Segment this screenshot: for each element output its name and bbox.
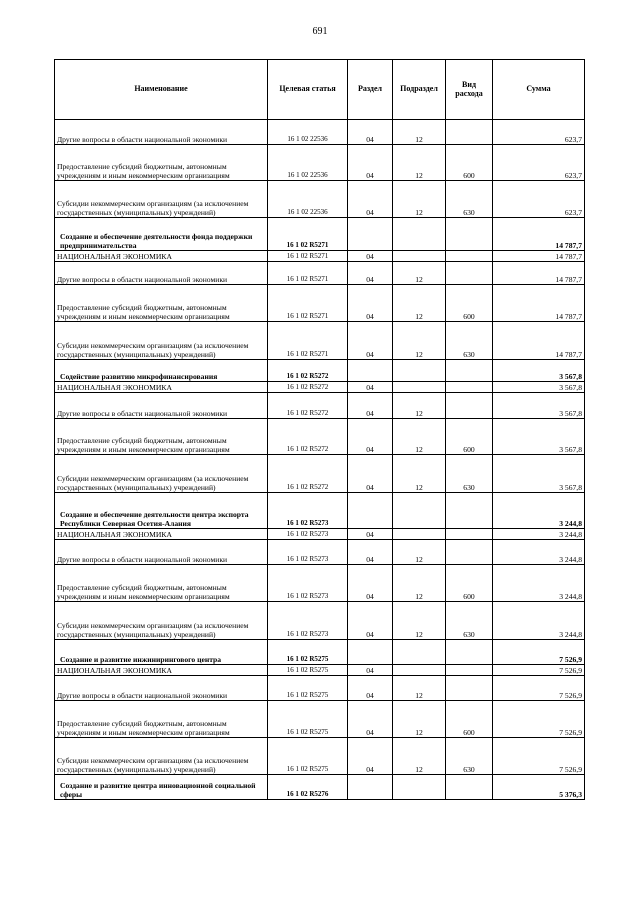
header-type: Вид расхода [446, 60, 493, 120]
header-section: Раздел [348, 60, 393, 120]
row-sum: 7 526,9 [493, 640, 585, 665]
row-sum: 623,7 [493, 181, 585, 218]
row-section: 04 [348, 602, 393, 640]
row-subsection: 12 [393, 181, 446, 218]
row-expense-type: 600 [446, 145, 493, 181]
row-section: 04 [348, 145, 393, 181]
table-row [55, 181, 585, 218]
row-subsection: 12 [393, 701, 446, 738]
row-expense-type [446, 529, 493, 540]
row-name: Субсидии некоммерческим организациям (за исключением государственных (муниципальных) учреждений) [55, 181, 268, 218]
row-subsection [393, 360, 446, 382]
row-subsection: 12 [393, 565, 446, 602]
row-subsection: 12 [393, 738, 446, 775]
header-subsection: Подраздел [393, 60, 446, 120]
table-row [55, 419, 585, 455]
row-sum: 3 567,8 [493, 360, 585, 382]
row-target-code: 16 1 02 R5276 [268, 775, 348, 800]
table-row [55, 145, 585, 181]
page-number: 691 [312, 26, 328, 37]
row-target-code: 16 1 02 R5273 [268, 602, 348, 640]
row-subsection: 12 [393, 419, 446, 455]
row-sum: 3 244,8 [493, 540, 585, 565]
table-body [55, 120, 585, 800]
row-name: Создание и развитие инжинирингового центра [55, 640, 268, 665]
row-target-code: 16 1 02 R5271 [268, 262, 348, 285]
row-expense-type [446, 640, 493, 665]
row-sum: 623,7 [493, 120, 585, 145]
row-subsection [393, 665, 446, 676]
table-row [55, 701, 585, 738]
row-section: 04 [348, 419, 393, 455]
row-expense-type: 600 [446, 285, 493, 322]
header-target: Целевая статья [268, 60, 348, 120]
row-expense-type [446, 382, 493, 393]
table-row [55, 285, 585, 322]
row-sum: 623,7 [493, 145, 585, 181]
table-row [55, 602, 585, 640]
row-target-code: 16 1 02 R5275 [268, 738, 348, 775]
header-name: Наименование [55, 60, 268, 120]
row-expense-type [446, 120, 493, 145]
row-sum: 7 526,9 [493, 738, 585, 775]
header-sum: Сумма [493, 60, 585, 120]
row-target-code: 16 1 02 R5273 [268, 529, 348, 540]
row-section: 04 [348, 382, 393, 393]
row-expense-type [446, 676, 493, 701]
table-row [55, 322, 585, 360]
row-section: 04 [348, 665, 393, 676]
row-target-code: 16 1 02 R5272 [268, 360, 348, 382]
row-subsection [393, 640, 446, 665]
budget-table [54, 59, 585, 800]
row-sum: 14 787,7 [493, 251, 585, 262]
table-row [55, 262, 585, 285]
table-row [55, 640, 585, 665]
row-name: Субсидии некоммерческим организациям (за исключением государственных (муниципальных) учреждений) [55, 602, 268, 640]
row-expense-type [446, 493, 493, 529]
row-name: НАЦИОНАЛЬНАЯ ЭКОНОМИКА [55, 665, 268, 676]
row-section: 04 [348, 285, 393, 322]
row-expense-type [446, 262, 493, 285]
row-sum: 7 526,9 [493, 676, 585, 701]
table-row [55, 455, 585, 493]
row-name: Предоставление субсидий бюджетным, автономным учреждениям и иным некоммерческим организациям [55, 701, 268, 738]
table-row [55, 251, 585, 262]
row-expense-type [446, 218, 493, 251]
row-sum: 7 526,9 [493, 701, 585, 738]
row-target-code: 16 1 02 R5271 [268, 251, 348, 262]
row-section: 04 [348, 251, 393, 262]
row-sum: 14 787,7 [493, 218, 585, 251]
row-name: Другие вопросы в области национальной экономики [55, 120, 268, 145]
row-section: 04 [348, 322, 393, 360]
row-target-code: 16 1 02 R5272 [268, 419, 348, 455]
table-row [55, 360, 585, 382]
row-sum: 5 376,3 [493, 775, 585, 800]
row-target-code: 16 1 02 22536 [268, 181, 348, 218]
row-subsection: 12 [393, 145, 446, 181]
row-name: Создание и развитие центра инновационной социальной сферы [55, 775, 268, 800]
row-expense-type [446, 393, 493, 419]
row-expense-type [446, 360, 493, 382]
row-name: НАЦИОНАЛЬНАЯ ЭКОНОМИКА [55, 251, 268, 262]
row-name: НАЦИОНАЛЬНАЯ ЭКОНОМИКА [55, 382, 268, 393]
row-subsection: 12 [393, 262, 446, 285]
row-sum: 3 244,8 [493, 529, 585, 540]
row-section: 04 [348, 455, 393, 493]
table-row [55, 565, 585, 602]
row-name: Субсидии некоммерческим организациям (за исключением государственных (муниципальных) учреждений) [55, 455, 268, 493]
row-sum: 3 244,8 [493, 565, 585, 602]
row-subsection: 12 [393, 393, 446, 419]
row-sum: 14 787,7 [493, 322, 585, 360]
table-row [55, 493, 585, 529]
row-target-code: 16 1 02 R5272 [268, 393, 348, 419]
row-section [348, 360, 393, 382]
row-expense-type: 630 [446, 738, 493, 775]
row-target-code: 16 1 02 R5275 [268, 676, 348, 701]
row-section: 04 [348, 529, 393, 540]
row-name: Предоставление субсидий бюджетным, автономным учреждениям и иным некоммерческим организациям [55, 419, 268, 455]
row-subsection: 12 [393, 602, 446, 640]
table-row [55, 738, 585, 775]
row-subsection: 12 [393, 455, 446, 493]
header-row [55, 60, 585, 120]
row-name: Другие вопросы в области национальной экономики [55, 676, 268, 701]
row-subsection: 12 [393, 322, 446, 360]
row-section: 04 [348, 262, 393, 285]
row-sum: 7 526,9 [493, 665, 585, 676]
row-subsection [393, 493, 446, 529]
table-row [55, 540, 585, 565]
row-section [348, 775, 393, 800]
row-name: Субсидии некоммерческим организациям (за исключением государственных (муниципальных) учреждений) [55, 738, 268, 775]
row-name: Содействие развитию микрофинансирования [55, 360, 268, 382]
row-subsection [393, 529, 446, 540]
row-subsection: 12 [393, 285, 446, 322]
row-section [348, 493, 393, 529]
row-expense-type: 630 [446, 455, 493, 493]
row-name: Предоставление субсидий бюджетным, автономным учреждениям и иным некоммерческим организациям [55, 145, 268, 181]
row-name: НАЦИОНАЛЬНАЯ ЭКОНОМИКА [55, 529, 268, 540]
row-sum: 3 244,8 [493, 493, 585, 529]
row-section: 04 [348, 120, 393, 145]
row-target-code: 16 1 02 R5272 [268, 382, 348, 393]
row-section: 04 [348, 701, 393, 738]
row-section: 04 [348, 738, 393, 775]
table-row [55, 120, 585, 145]
row-subsection: 12 [393, 120, 446, 145]
row-name: Другие вопросы в области национальной экономики [55, 540, 268, 565]
row-expense-type: 600 [446, 419, 493, 455]
row-target-code: 16 1 02 R5272 [268, 455, 348, 493]
row-expense-type: 630 [446, 322, 493, 360]
row-subsection [393, 382, 446, 393]
row-target-code: 16 1 02 R5275 [268, 701, 348, 738]
row-subsection [393, 251, 446, 262]
row-sum: 14 787,7 [493, 262, 585, 285]
row-name: Другие вопросы в области национальной экономики [55, 262, 268, 285]
row-target-code: 16 1 02 R5273 [268, 493, 348, 529]
row-section: 04 [348, 565, 393, 602]
row-expense-type [446, 665, 493, 676]
row-section: 04 [348, 181, 393, 218]
row-expense-type: 600 [446, 565, 493, 602]
row-name: Предоставление субсидий бюджетным, автономным учреждениям и иным некоммерческим организациям [55, 565, 268, 602]
table-row [55, 393, 585, 419]
row-subsection [393, 218, 446, 251]
row-subsection: 12 [393, 676, 446, 701]
row-expense-type [446, 775, 493, 800]
row-sum: 14 787,7 [493, 285, 585, 322]
table-row [55, 382, 585, 393]
table-row [55, 218, 585, 251]
row-expense-type: 630 [446, 602, 493, 640]
row-target-code: 16 1 02 R5271 [268, 218, 348, 251]
row-sum: 3 567,8 [493, 419, 585, 455]
row-section [348, 640, 393, 665]
table-row [55, 529, 585, 540]
row-target-code: 16 1 02 R5275 [268, 640, 348, 665]
row-name: Предоставление субсидий бюджетным, автономным учреждениям и иным некоммерческим организациям [55, 285, 268, 322]
row-section: 04 [348, 540, 393, 565]
row-target-code: 16 1 02 22536 [268, 120, 348, 145]
row-section: 04 [348, 393, 393, 419]
row-section: 04 [348, 676, 393, 701]
row-expense-type: 600 [446, 701, 493, 738]
row-subsection [393, 775, 446, 800]
row-target-code: 16 1 02 R5273 [268, 540, 348, 565]
row-name: Другие вопросы в области национальной экономики [55, 393, 268, 419]
row-section [348, 218, 393, 251]
row-name: Создание и обеспечение деятельности фонда поддержки предпринимательства [55, 218, 268, 251]
table-row [55, 676, 585, 701]
table-row [55, 775, 585, 800]
row-sum: 3 244,8 [493, 602, 585, 640]
row-name: Субсидии некоммерческим организациям (за исключением государственных (муниципальных) учреждений) [55, 322, 268, 360]
row-target-code: 16 1 02 R5275 [268, 665, 348, 676]
row-sum: 3 567,8 [493, 382, 585, 393]
table-row [55, 665, 585, 676]
row-expense-type [446, 251, 493, 262]
row-sum: 3 567,8 [493, 455, 585, 493]
row-subsection: 12 [393, 540, 446, 565]
row-target-code: 16 1 02 R5271 [268, 322, 348, 360]
row-name: Создание и обеспечение деятельности центра экспорта Республики Северная Осетия-Алания [55, 493, 268, 529]
row-target-code: 16 1 02 22536 [268, 145, 348, 181]
row-target-code: 16 1 02 R5271 [268, 285, 348, 322]
row-expense-type [446, 540, 493, 565]
row-target-code: 16 1 02 R5273 [268, 565, 348, 602]
row-sum: 3 567,8 [493, 393, 585, 419]
row-expense-type: 630 [446, 181, 493, 218]
